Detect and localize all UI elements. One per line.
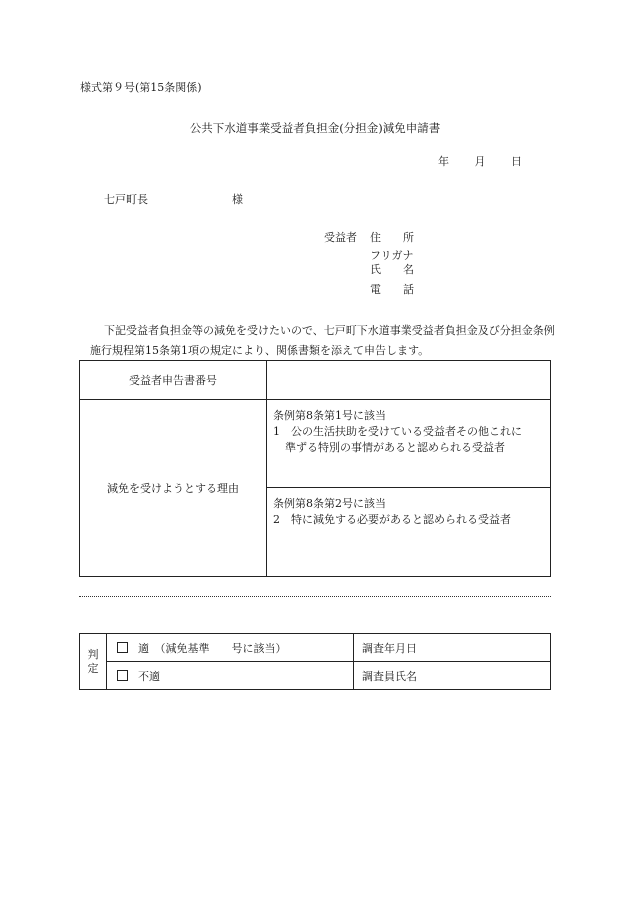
reject-checkbox[interactable]	[117, 670, 128, 681]
name-label: 氏 名	[370, 263, 414, 276]
reason-2-number: 2	[273, 513, 280, 526]
surveyor-name-label: 調査員氏名	[354, 662, 551, 690]
application-number-label: 受益者申告書番号	[80, 361, 267, 400]
application-table	[79, 360, 551, 577]
reason-1-number: 1	[273, 425, 280, 438]
applicant-heading: 受益者	[324, 231, 357, 244]
reason-1-text-line2: 準ずる特別の事情があると認められる受益者	[285, 441, 505, 454]
reason-1-heading: 条例第8条第1号に該当	[273, 409, 386, 422]
approve-label: 適 （減免基準 号に該当）	[138, 641, 287, 655]
recipient-honorific: 様	[232, 193, 243, 206]
document-title: 公共下水道事業受益者負担金(分担金)減免申請書	[189, 121, 441, 135]
judgment-label-line1: 判	[87, 647, 99, 661]
reason-1-text-line1: 公の生活扶助を受けている受益者その他これに	[291, 425, 522, 438]
phone-label: 電 話	[370, 283, 414, 296]
year-label: 年	[438, 155, 449, 168]
reason-2-cell	[267, 488, 551, 577]
judgment-table	[79, 633, 551, 690]
survey-date-label: 調査年月日	[354, 634, 551, 662]
recipient-name: 七戸町長	[104, 193, 148, 206]
option-approve	[107, 634, 354, 662]
approve-checkbox[interactable]	[117, 642, 128, 653]
address-label: 住 所	[370, 231, 414, 244]
reason-2-text: 特に減免する必要があると認められる受益者	[291, 513, 511, 526]
month-label: 月	[474, 155, 486, 168]
reason-1-cell	[267, 400, 551, 488]
reason-label: 減免を受けようとする理由	[80, 400, 267, 577]
form-number-label: 様式第９号(第15条関係)	[80, 81, 202, 94]
cut-line-divider	[79, 596, 551, 597]
judgment-label-line2: 定	[87, 661, 99, 675]
body-paragraph: 下記受益者負担金等の減免を受けたいので、七戸町下水道事業受益者負担金及び分担金条例施行規程第15条第1項の規定により、関係書類を添えて申告します。	[90, 324, 555, 357]
day-label: 日	[511, 155, 522, 168]
reject-label: 不適	[138, 669, 160, 683]
option-reject	[107, 662, 354, 690]
judgment-label	[80, 634, 107, 690]
furigana-label: フリガナ	[370, 249, 414, 262]
application-number-field[interactable]	[267, 361, 551, 400]
reason-2-heading: 条例第8条第2号に該当	[273, 497, 386, 510]
date-line	[438, 155, 544, 169]
